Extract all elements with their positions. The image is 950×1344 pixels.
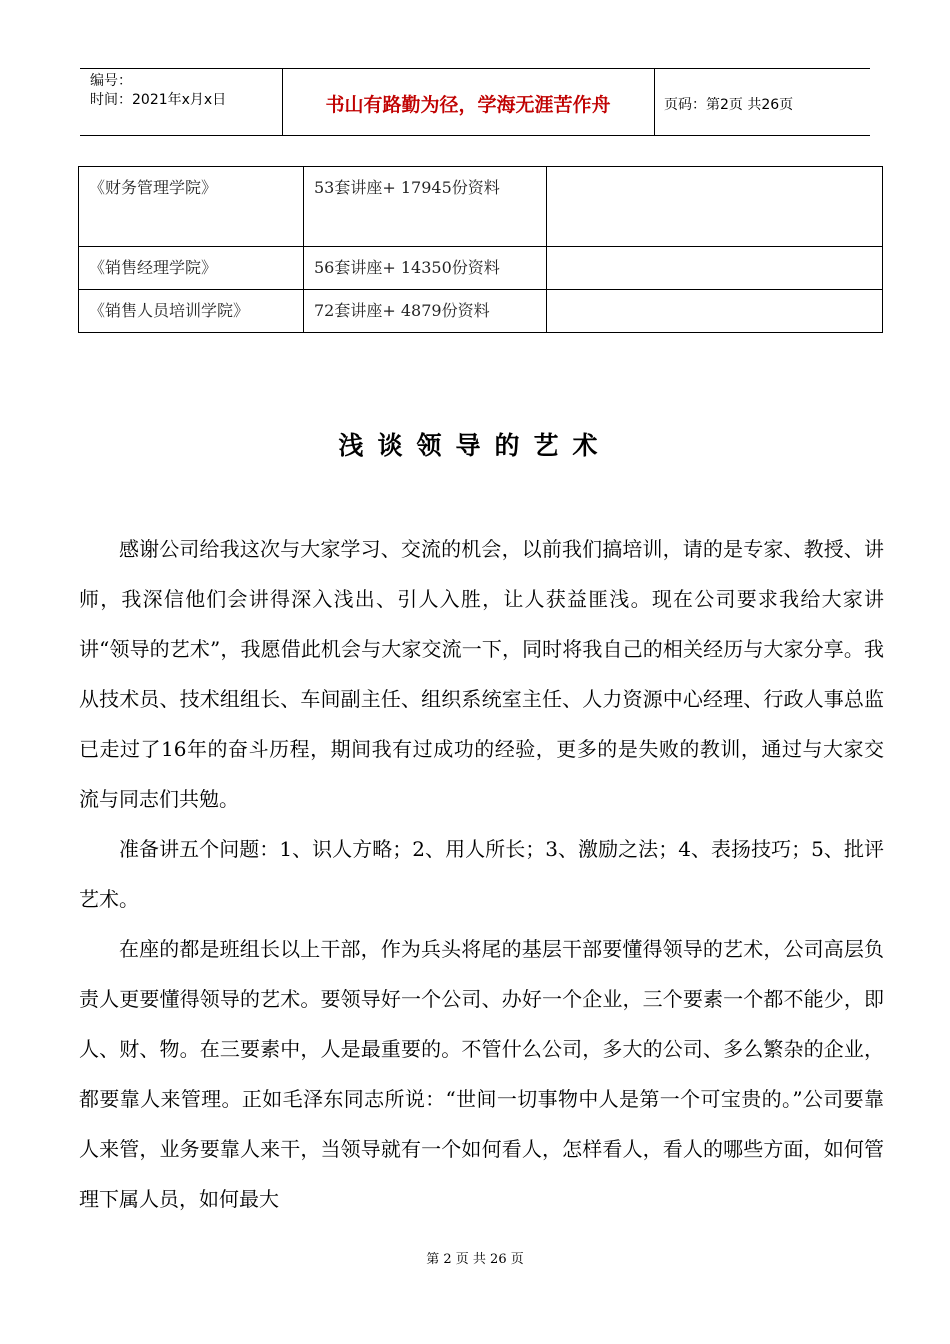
resource-table <box>78 166 883 333</box>
table-cell-content-text: 53套讲座+ 17945份资料 <box>314 178 500 197</box>
table-row <box>79 290 883 333</box>
page-header <box>80 68 870 136</box>
header-motto: 书山有路勤为径，学海无涯苦作舟 <box>325 94 611 116</box>
header-top-rule <box>80 68 870 69</box>
paragraph: 感谢公司给我这次与大家学习、交流的机会，以前我们搞培训，请的是专家、教授、讲师，我深信他们会讲得深入浅出、引人入胜，让人获益匪浅。现在公司要求我给大家讲讲“领导的艺术”，我愿借此机会与大家交流一下，同时将我自己的相关经历与大家分享。我从技术员、技术组组长、车间副主任、组织系统室主任、人力资源中心经理、行政人事总监已走过了16年的奋斗历程，期间我有过成功的经验，更多的是失败的教训，通过与大家交流与同志们共勉。 <box>79 537 884 811</box>
paragraph: 准备讲五个问题：1、识人方略；2、用人所长；3、激励之法；4、表扬技巧；5、批评艺术。 <box>79 837 884 911</box>
header-bottom-rule <box>80 135 870 136</box>
table-cell-content: 72套讲座+ 4879份资料 <box>304 290 547 333</box>
header-left <box>90 72 226 110</box>
number-label: 编号： <box>90 73 132 89</box>
time-label: 时间：2021年x月x日 <box>90 92 227 108</box>
table-cell-content <box>304 167 547 247</box>
header-page-code: 页码：第2页 共26页 <box>664 97 794 113</box>
table-cell-extra <box>547 247 883 290</box>
table-cell-name: 《销售经理学院》 <box>79 247 304 290</box>
table-cell-extra <box>547 167 883 247</box>
table-row <box>79 167 883 247</box>
table-cell-name: 《销售人员培训学院》 <box>79 290 304 333</box>
page-title: 浅谈领导的艺术 <box>338 431 612 460</box>
page-footer: 第 2 页 共 26 页 <box>426 1252 524 1267</box>
header-divider-2 <box>654 68 655 136</box>
paragraph: 在座的都是班组长以上干部，作为兵头将尾的基层干部要懂得领导的艺术，公司高层负责人更要懂得领导的艺术。要领导好一个公司、办好一个企业，三个要素一个都不能少，即人、财、物。在三要素中，人是最重要的。不管什么公司，多大的公司、多么繁杂的企业，都要靠人来管理。正如毛泽东同志所说：“世间一切事物中人是第一个可宝贵的。”公司要靠人来管，业务要靠人来干，当领导就有一个如何看人，怎样看人，看人的哪些方面，如何管理下属人员，如何最大 <box>79 937 884 1211</box>
table-cell-name: 《财务管理学院》 <box>79 167 304 247</box>
table-row <box>79 247 883 290</box>
article-body <box>79 524 884 1224</box>
table-cell-extra <box>547 290 883 333</box>
table-cell-content: 56套讲座+ 14350份资料 <box>304 247 547 290</box>
